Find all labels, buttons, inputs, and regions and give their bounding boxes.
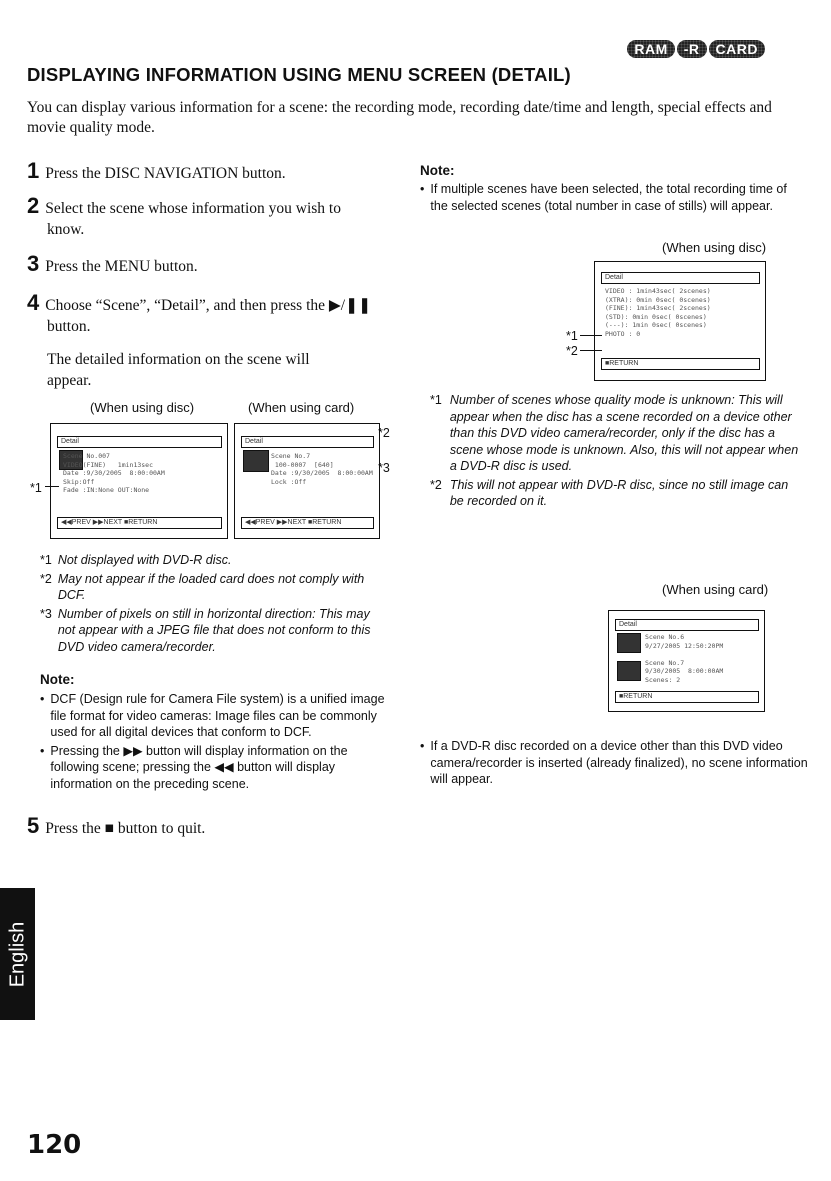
screen-lines: Scene No.007 VIDEO(FINE) 1min13sec Date :9/30/2005 8:00:00AM Skip:Off Fade :IN:None OUT:None [63, 452, 165, 494]
callout-line [580, 350, 602, 351]
step-text: Select the scene whose information you wish to know. [45, 200, 341, 238]
bullet-icon: • [40, 743, 45, 758]
bullet-icon: • [40, 692, 45, 706]
step-text: Choose “Scene”, “Detail”, and then press the ▶/❚❚ button. [45, 297, 372, 335]
step-1 [27, 160, 367, 184]
footnote-text: Number of pixels on still in horizontal direction: This may not appear with a JPEG file that does not conform to this DVD video camera/recorder. [57, 606, 371, 654]
footnotes-left [40, 552, 390, 655]
disc-detail-screen [50, 423, 228, 539]
screen-lines: Scene No.7 100-0007 [640] Date :9/30/2005 8:00:00AM Lock :Off [271, 452, 373, 486]
card-summary-screen [608, 610, 765, 712]
step-4-result: The detailed information on the scene will appear. [47, 351, 310, 389]
screen-header: Detail [241, 436, 374, 448]
screen-footer: ■RETURN [615, 691, 759, 703]
footnote [40, 571, 390, 604]
disc-summary-screen [594, 261, 766, 381]
footnotes-right [430, 392, 800, 510]
language-tab-label: English [6, 921, 29, 987]
bullet-text: Pressing the ▶▶ button will display information on the following scene; pressing the ◀◀ button will display information on the preceding scene. [50, 743, 348, 791]
note-bullet [420, 181, 800, 214]
media-badges [627, 40, 765, 58]
language-tab [0, 888, 35, 1020]
intro-text: You can display various information for a scene: the recording mode, recording date/time and length, special effects and movie quality mode. [27, 99, 772, 136]
bullet-text: DCF (Design rule for Camera File system) is a unified image file format for video cameras: Image files can be commonly used for all digital devices that conform to DCF. [50, 692, 385, 739]
note-heading: Note: [40, 672, 75, 687]
screen-header: Detail [57, 436, 222, 448]
page-number: 120 [27, 1130, 82, 1160]
footnote [40, 552, 390, 569]
footnote [430, 392, 800, 475]
step-number: 1 [27, 158, 40, 183]
footnote-text: May not appear if the loaded card does not comply with DCF. [57, 571, 365, 602]
note-bullet [40, 691, 390, 741]
step-2 [27, 195, 377, 240]
callout-2-right: *2 [566, 344, 578, 358]
callout-1-right: *1 [566, 329, 578, 343]
photo-thumbnail [617, 661, 641, 681]
step-3 [27, 253, 367, 277]
screen-footer: ■RETURN [601, 358, 760, 370]
footnote-mark: *2 [430, 477, 442, 492]
photo-thumbnail [243, 450, 269, 472]
screen-footer: ◀◀PREV ▶▶NEXT ■RETURN [57, 517, 222, 529]
badge-ram: RAM [627, 40, 674, 58]
screen-lines: Scene No.6 9/27/2005 12:50:20PM Scene No.7 9/30/2005 8:00:00AM Scenes: 2 [645, 633, 724, 684]
note-right [420, 163, 800, 214]
step-5 [27, 815, 407, 839]
note-right-bullet-2 [420, 738, 810, 788]
step-text: Press the ■ button to quit. [45, 820, 206, 837]
note-left [40, 672, 390, 792]
footnote [40, 606, 390, 656]
footnote [430, 477, 800, 510]
callout-1: *1 [30, 481, 42, 495]
bullet-icon: • [420, 739, 425, 753]
card-detail-screen [234, 423, 380, 539]
screen-lines: VIDEO : 1min43sec( 2scenes) (XTRA): 0min 0sec( 0scenes) (FINE): 1min43sec( 2scenes) (STD): 0min 0sec( 0scenes) (---): 1min 0sec( 0scenes) PHOTO : 0 [605, 287, 711, 338]
caption-card: (When using card) [248, 400, 355, 415]
bullet-text: If a DVD-R disc recorded on a device other than this DVD video camera/recorder is inserted (already finalized), no scene information will appear. [430, 739, 808, 786]
bullet-text: If multiple scenes have been selected, the total recording time of the selected scenes (total number in case of stills) will appear. [430, 182, 787, 213]
step-number: 2 [27, 193, 40, 218]
photo-thumbnail [617, 633, 641, 653]
screen-footer: ◀◀PREV ▶▶NEXT ■RETURN [241, 517, 374, 529]
caption-disc: (When using disc) [90, 400, 195, 415]
badge-card: CARD [709, 40, 765, 58]
step-number: 4 [27, 290, 40, 315]
footnote-mark: *3 [40, 606, 52, 621]
caption-disc-right: (When using disc) [662, 240, 767, 255]
bullet-icon: • [420, 182, 425, 196]
step-4 [27, 292, 402, 337]
footnote-text: Number of scenes whose quality mode is unknown: This will appear when the disc has a scene recorded on a device other than this DVD video camera/recorder, only if the disc has a scene whose mode is unknown. Also, this will not appear when a DVD-R disc is used. [449, 393, 799, 473]
caption-card-right: (When using card) [662, 582, 769, 597]
note-bullet [40, 743, 390, 793]
note-heading: Note: [420, 163, 455, 178]
footnote-mark: *1 [40, 553, 52, 567]
callout-2: *2 [378, 426, 390, 440]
screen-header: Detail [615, 619, 759, 631]
callout-3: *3 [378, 461, 390, 475]
step-number: 3 [27, 251, 40, 276]
footnote-mark: *2 [40, 571, 52, 586]
step-number: 5 [27, 813, 40, 838]
footnote-mark: *1 [430, 393, 442, 407]
page-title: DISPLAYING INFORMATION USING MENU SCREEN (DETAIL) [27, 64, 571, 85]
step-text: Press the MENU button. [45, 258, 198, 275]
callout-line [580, 335, 602, 336]
screen-header: Detail [601, 272, 760, 284]
step-text: Press the DISC NAVIGATION button. [45, 165, 286, 182]
badge-r: -R [677, 40, 707, 58]
footnote-text: This will not appear with DVD-R disc, since no still image can be recorded on it. [449, 477, 789, 508]
footnote-text: Not displayed with DVD-R disc. [57, 553, 232, 567]
callout-line [45, 486, 59, 487]
